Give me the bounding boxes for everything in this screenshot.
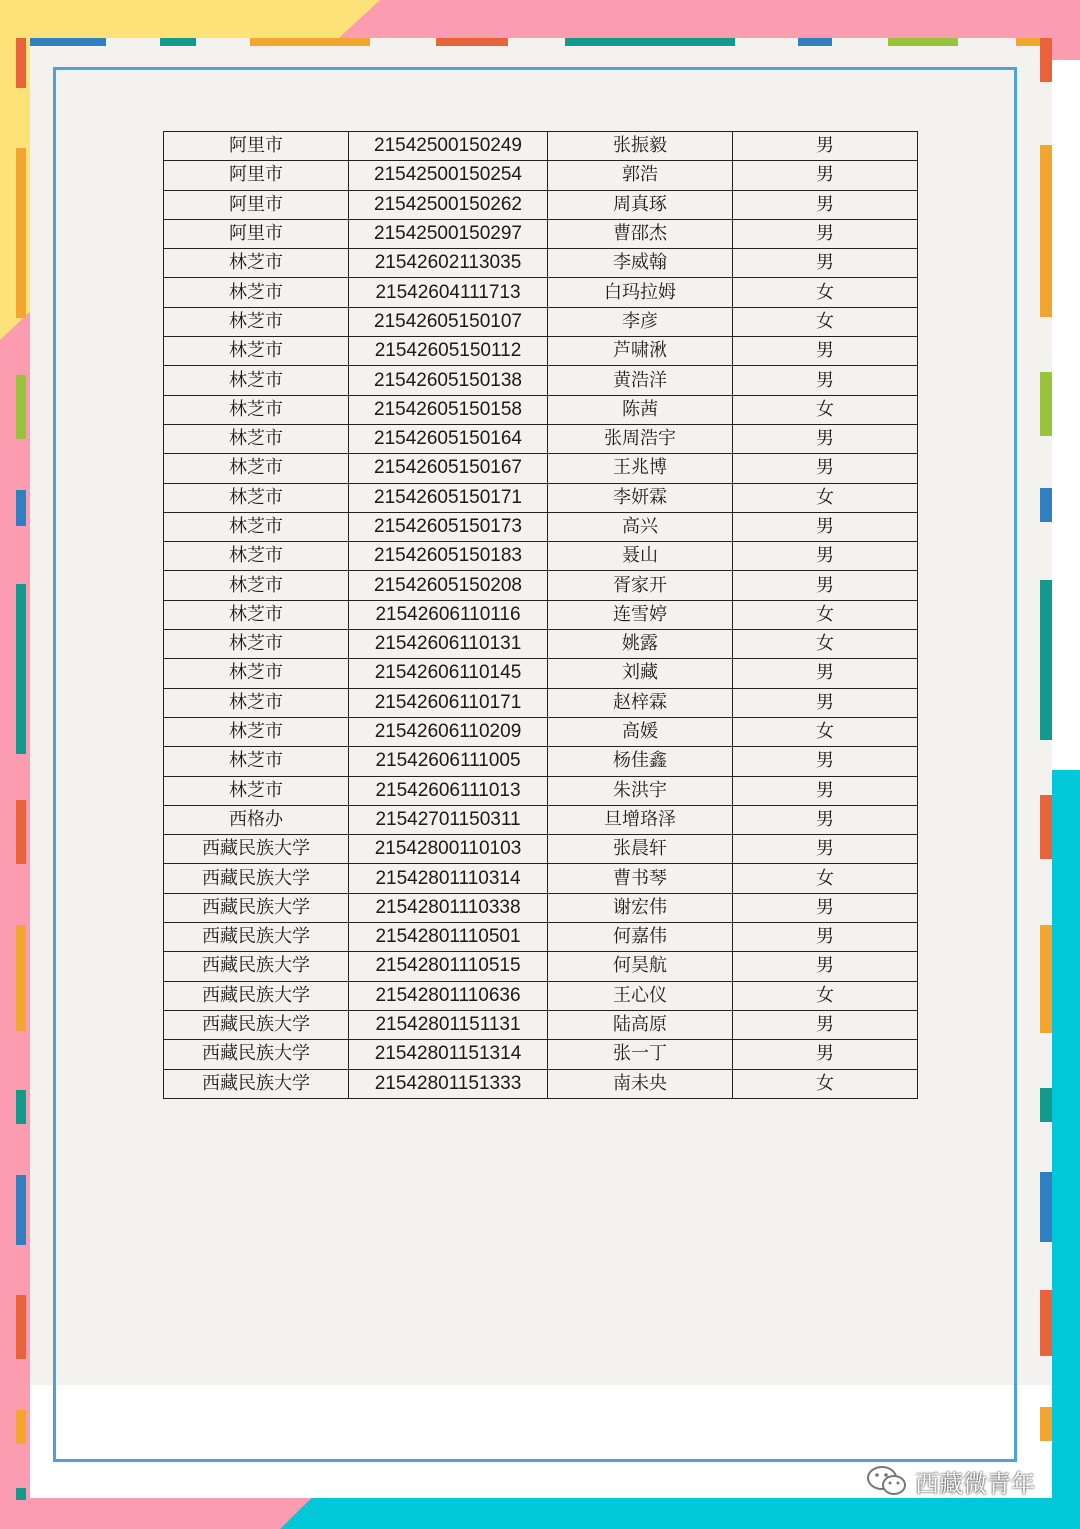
unit-cell: 林芝市 — [164, 512, 349, 541]
unit-cell: 林芝市 — [164, 600, 349, 629]
gender-cell: 男 — [733, 952, 918, 981]
unit-cell: 阿里市 — [164, 161, 349, 190]
gender-cell: 男 — [733, 249, 918, 278]
table-row — [164, 278, 918, 307]
gender-cell: 女 — [733, 278, 918, 307]
name-cell: 张一丁 — [548, 1040, 733, 1069]
table-row — [164, 864, 918, 893]
unit-cell: 阿里市 — [164, 219, 349, 248]
name-cell: 聂山 — [548, 542, 733, 571]
name-cell: 白玛拉姆 — [548, 278, 733, 307]
table-row — [164, 161, 918, 190]
exam-id-cell: 21542605150164 — [349, 424, 548, 453]
gender-cell: 男 — [733, 190, 918, 219]
unit-cell: 林芝市 — [164, 424, 349, 453]
unit-cell: 林芝市 — [164, 307, 349, 336]
gender-cell: 女 — [733, 307, 918, 336]
gender-cell: 女 — [733, 1069, 918, 1098]
name-cell: 张振毅 — [548, 132, 733, 161]
gender-cell: 男 — [733, 571, 918, 600]
exam-id-cell: 21542801151314 — [349, 1040, 548, 1069]
gender-cell: 男 — [733, 454, 918, 483]
table-row — [164, 923, 918, 952]
gender-cell: 男 — [733, 1010, 918, 1039]
table-row — [164, 219, 918, 248]
gender-cell: 女 — [733, 630, 918, 659]
unit-cell: 林芝市 — [164, 366, 349, 395]
name-cell: 胥家开 — [548, 571, 733, 600]
table-row — [164, 893, 918, 922]
gender-cell: 男 — [733, 1040, 918, 1069]
unit-cell: 西藏民族大学 — [164, 835, 349, 864]
unit-cell: 西藏民族大学 — [164, 1069, 349, 1098]
exam-id-cell: 21542604111713 — [349, 278, 548, 307]
table-row — [164, 1040, 918, 1069]
unit-cell: 西藏民族大学 — [164, 1010, 349, 1039]
gender-cell: 男 — [733, 893, 918, 922]
name-cell: 谢宏伟 — [548, 893, 733, 922]
exam-id-cell: 21542801110314 — [349, 864, 548, 893]
gender-cell: 男 — [733, 659, 918, 688]
table-row — [164, 776, 918, 805]
exam-id-cell: 21542605150158 — [349, 395, 548, 424]
unit-cell: 阿里市 — [164, 132, 349, 161]
gender-cell: 女 — [733, 981, 918, 1010]
exam-id-cell: 21542606110209 — [349, 717, 548, 746]
unit-cell: 林芝市 — [164, 337, 349, 366]
table-row — [164, 542, 918, 571]
name-cell: 杨佳鑫 — [548, 747, 733, 776]
name-cell: 曹邵杰 — [548, 219, 733, 248]
name-cell: 芦啸湫 — [548, 337, 733, 366]
gender-cell: 女 — [733, 717, 918, 746]
name-cell: 张晨轩 — [548, 835, 733, 864]
exam-id-cell: 21542605150112 — [349, 337, 548, 366]
name-cell: 李妍霖 — [548, 483, 733, 512]
exam-id-cell: 21542606110171 — [349, 688, 548, 717]
name-cell: 何嘉伟 — [548, 923, 733, 952]
gender-cell: 男 — [733, 132, 918, 161]
exam-id-cell: 21542605150138 — [349, 366, 548, 395]
unit-cell: 林芝市 — [164, 249, 349, 278]
name-cell: 旦增珞泽 — [548, 805, 733, 834]
table-row — [164, 717, 918, 746]
gender-cell: 男 — [733, 835, 918, 864]
unit-cell: 林芝市 — [164, 542, 349, 571]
exam-id-cell: 21542701150311 — [349, 805, 548, 834]
name-cell: 赵梓霖 — [548, 688, 733, 717]
name-cell: 姚露 — [548, 630, 733, 659]
exam-id-cell: 21542801151333 — [349, 1069, 548, 1098]
table-row — [164, 835, 918, 864]
watermark-text: 西藏微青年 — [915, 1469, 1035, 1498]
table-row — [164, 571, 918, 600]
name-cell: 王心仪 — [548, 981, 733, 1010]
gender-cell: 男 — [733, 688, 918, 717]
gender-cell: 女 — [733, 600, 918, 629]
exam-id-cell: 21542605150173 — [349, 512, 548, 541]
exam-id-cell: 21542605150171 — [349, 483, 548, 512]
exam-id-cell: 21542606111013 — [349, 776, 548, 805]
name-cell: 高媛 — [548, 717, 733, 746]
unit-cell: 西藏民族大学 — [164, 1040, 349, 1069]
table-row — [164, 395, 918, 424]
name-cell: 王兆博 — [548, 454, 733, 483]
table-row — [164, 952, 918, 981]
table-row — [164, 366, 918, 395]
table-row — [164, 512, 918, 541]
gender-cell: 男 — [733, 161, 918, 190]
exam-id-cell: 21542801110338 — [349, 893, 548, 922]
unit-cell: 阿里市 — [164, 190, 349, 219]
table-row — [164, 190, 918, 219]
name-cell: 张周浩宇 — [548, 424, 733, 453]
name-cell: 李彦 — [548, 307, 733, 336]
table-row — [164, 424, 918, 453]
exam-id-cell: 21542801110636 — [349, 981, 548, 1010]
gender-cell: 女 — [733, 864, 918, 893]
table-row — [164, 981, 918, 1010]
gender-cell: 男 — [733, 366, 918, 395]
unit-cell: 林芝市 — [164, 688, 349, 717]
table-row — [164, 659, 918, 688]
exam-id-cell: 21542500150254 — [349, 161, 548, 190]
name-cell: 连雪婷 — [548, 600, 733, 629]
exam-id-cell: 21542605150167 — [349, 454, 548, 483]
unit-cell: 西藏民族大学 — [164, 981, 349, 1010]
table-row — [164, 483, 918, 512]
wechat-watermark — [865, 1462, 1035, 1500]
unit-cell: 西格办 — [164, 805, 349, 834]
gender-cell: 男 — [733, 776, 918, 805]
gender-cell: 男 — [733, 219, 918, 248]
wechat-icon — [865, 1464, 909, 1498]
gender-cell: 男 — [733, 747, 918, 776]
name-cell: 陈茜 — [548, 395, 733, 424]
unit-cell: 林芝市 — [164, 395, 349, 424]
unit-cell: 林芝市 — [164, 630, 349, 659]
unit-cell: 西藏民族大学 — [164, 952, 349, 981]
table-row — [164, 249, 918, 278]
roster-table — [163, 131, 918, 1099]
exam-id-cell: 21542500150262 — [349, 190, 548, 219]
name-cell: 南未央 — [548, 1069, 733, 1098]
exam-id-cell: 21542800110103 — [349, 835, 548, 864]
exam-id-cell: 21542606111005 — [349, 747, 548, 776]
exam-id-cell: 21542606110145 — [349, 659, 548, 688]
table-row — [164, 454, 918, 483]
unit-cell: 林芝市 — [164, 278, 349, 307]
unit-cell: 林芝市 — [164, 659, 349, 688]
gender-cell: 男 — [733, 424, 918, 453]
unit-cell: 西藏民族大学 — [164, 923, 349, 952]
gender-cell: 男 — [733, 805, 918, 834]
gender-cell: 男 — [733, 512, 918, 541]
unit-cell: 林芝市 — [164, 776, 349, 805]
table-row — [164, 630, 918, 659]
unit-cell: 林芝市 — [164, 454, 349, 483]
gender-cell: 男 — [733, 337, 918, 366]
exam-id-cell: 21542602113035 — [349, 249, 548, 278]
gender-cell: 男 — [733, 542, 918, 571]
table-row — [164, 1069, 918, 1098]
exam-id-cell: 21542605150107 — [349, 307, 548, 336]
roster-table-body — [164, 132, 918, 1099]
table-row — [164, 132, 918, 161]
name-cell: 朱洪宇 — [548, 776, 733, 805]
name-cell: 刘藏 — [548, 659, 733, 688]
exam-id-cell: 21542500150249 — [349, 132, 548, 161]
exam-id-cell: 21542605150208 — [349, 571, 548, 600]
name-cell: 何昊航 — [548, 952, 733, 981]
name-cell: 黄浩洋 — [548, 366, 733, 395]
table-row — [164, 688, 918, 717]
gender-cell: 女 — [733, 395, 918, 424]
exam-id-cell: 21542801151131 — [349, 1010, 548, 1039]
unit-cell: 林芝市 — [164, 571, 349, 600]
table-row — [164, 747, 918, 776]
name-cell: 郭浩 — [548, 161, 733, 190]
name-cell: 周真琢 — [548, 190, 733, 219]
name-cell: 李威翰 — [548, 249, 733, 278]
exam-id-cell: 21542606110116 — [349, 600, 548, 629]
gender-cell: 女 — [733, 483, 918, 512]
unit-cell: 西藏民族大学 — [164, 864, 349, 893]
table-row — [164, 307, 918, 336]
exam-id-cell: 21542500150297 — [349, 219, 548, 248]
exam-id-cell: 21542606110131 — [349, 630, 548, 659]
exam-id-cell: 21542801110515 — [349, 952, 548, 981]
table-row — [164, 337, 918, 366]
unit-cell: 林芝市 — [164, 483, 349, 512]
unit-cell: 西藏民族大学 — [164, 893, 349, 922]
unit-cell: 林芝市 — [164, 717, 349, 746]
name-cell: 曹书琴 — [548, 864, 733, 893]
exam-id-cell: 21542801110501 — [349, 923, 548, 952]
unit-cell: 林芝市 — [164, 747, 349, 776]
name-cell: 陆高原 — [548, 1010, 733, 1039]
table-row — [164, 805, 918, 834]
table-row — [164, 1010, 918, 1039]
exam-id-cell: 21542605150183 — [349, 542, 548, 571]
gender-cell: 男 — [733, 923, 918, 952]
table-row — [164, 600, 918, 629]
name-cell: 高兴 — [548, 512, 733, 541]
